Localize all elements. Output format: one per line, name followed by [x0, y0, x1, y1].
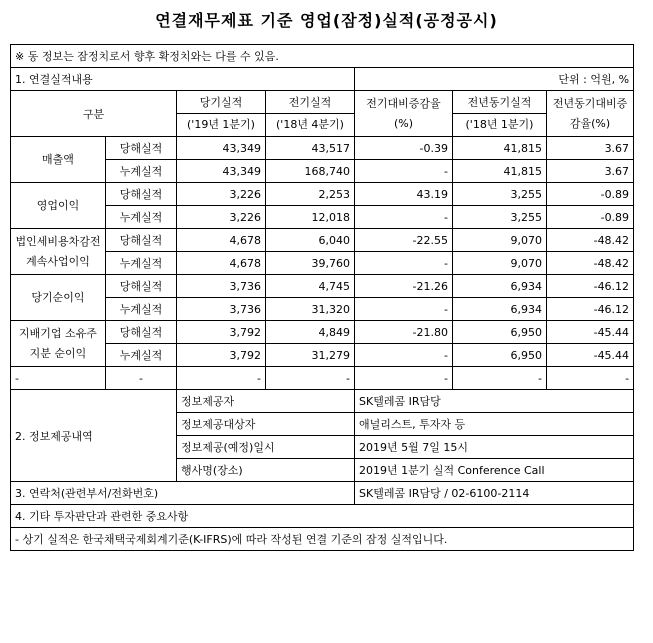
cell-current: 3,792: [177, 344, 266, 367]
cell-prev: 2,253: [266, 183, 355, 206]
unit-label: 단위 : 억원, %: [355, 68, 634, 91]
table-row: [11, 321, 634, 344]
cell-prev: 6,040: [266, 229, 355, 252]
cell-yoy: 9,070: [453, 252, 547, 275]
table-row: [11, 137, 634, 160]
row-sub-label: 누계실적: [106, 206, 177, 229]
row-sub-label: 누계실적: [106, 344, 177, 367]
cell-prev: 168,740: [266, 160, 355, 183]
cell-yoy: 6,950: [453, 321, 547, 344]
header-yoy: 전년동기실적: [453, 91, 547, 114]
table-row: [11, 229, 634, 252]
cell-qoq: -: [355, 206, 453, 229]
info-key: 행사명(장소): [177, 459, 355, 482]
cell-yoy: 3,255: [453, 183, 547, 206]
cell-prev: 43,517: [266, 137, 355, 160]
dash-cell: -: [11, 367, 106, 390]
section1-label: 1. 연결실적내용: [11, 68, 355, 91]
dash-cell: -: [106, 367, 177, 390]
dash-cell: -: [177, 367, 266, 390]
cell-yoy-rate: -46.12: [547, 298, 634, 321]
cell-qoq: -21.26: [355, 275, 453, 298]
cell-yoy: 41,815: [453, 137, 547, 160]
header-category: 구분: [11, 91, 177, 137]
cell-yoy: 6,950: [453, 344, 547, 367]
cell-yoy: 9,070: [453, 229, 547, 252]
dash-cell: -: [355, 367, 453, 390]
row-group-label: 법인세비용차감전계속사업이익: [11, 229, 106, 275]
cell-yoy-rate: 3.67: [547, 137, 634, 160]
cell-yoy-rate: -48.42: [547, 229, 634, 252]
cell-yoy: 6,934: [453, 275, 547, 298]
cell-yoy-rate: -45.44: [547, 321, 634, 344]
cell-current: 3,226: [177, 183, 266, 206]
cell-current: 43,349: [177, 137, 266, 160]
info-key: 정보제공(예정)일시: [177, 436, 355, 459]
cell-qoq: -0.39: [355, 137, 453, 160]
info-key: 정보제공대상자: [177, 413, 355, 436]
row-sub-label: 당해실적: [106, 183, 177, 206]
cell-current: 4,678: [177, 229, 266, 252]
row-group-label: 매출액: [11, 137, 106, 183]
section4-label: 4. 기타 투자판단과 관련한 중요사항: [11, 505, 634, 528]
cell-prev: 4,849: [266, 321, 355, 344]
cell-current: 43,349: [177, 160, 266, 183]
table-row: [11, 183, 634, 206]
cell-qoq: -21.80: [355, 321, 453, 344]
footnote-text: - 상기 실적은 한국채택국제회계기준(K-IFRS)에 따라 작성된 연결 기준의 잠정 실적입니다.: [11, 528, 634, 551]
cell-current: 3,792: [177, 321, 266, 344]
header-prev-period: ('18년 4분기): [266, 114, 355, 137]
row-group-label: 지배기업 소유주지분 순이익: [11, 321, 106, 367]
info-value: 2019년 1분기 실적 Conference Call: [355, 459, 634, 482]
header-yoy-period: ('18년 1분기): [453, 114, 547, 137]
row-sub-label: 당해실적: [106, 275, 177, 298]
row-sub-label: 누계실적: [106, 252, 177, 275]
cell-qoq: -: [355, 160, 453, 183]
row-sub-label: 누계실적: [106, 160, 177, 183]
cell-qoq: -: [355, 344, 453, 367]
header-current: 당기실적: [177, 91, 266, 114]
row-sub-label: 당해실적: [106, 137, 177, 160]
row-sub-label: 당해실적: [106, 229, 177, 252]
cell-yoy-rate: -0.89: [547, 206, 634, 229]
cell-current: 4,678: [177, 252, 266, 275]
cell-yoy-rate: -0.89: [547, 183, 634, 206]
section2-label: 2. 정보제공내역: [11, 390, 177, 482]
cell-current: 3,226: [177, 206, 266, 229]
cell-qoq: -: [355, 298, 453, 321]
cell-yoy: 41,815: [453, 160, 547, 183]
cell-qoq: 43.19: [355, 183, 453, 206]
document-title: 연결재무제표 기준 영업(잠정)실적(공정공시): [155, 11, 498, 30]
cell-qoq: -22.55: [355, 229, 453, 252]
cell-yoy-rate: -45.44: [547, 344, 634, 367]
cell-yoy-rate: -46.12: [547, 275, 634, 298]
info-value: 2019년 5월 7일 15시: [355, 436, 634, 459]
cell-prev: 31,320: [266, 298, 355, 321]
info-value: 애널리스트, 투자자 등: [355, 413, 634, 436]
cell-current: 3,736: [177, 275, 266, 298]
cell-yoy-rate: -48.42: [547, 252, 634, 275]
cell-prev: 31,279: [266, 344, 355, 367]
contact-value: SK텔레콤 IR담당 / 02-6100-2114: [355, 482, 634, 505]
table-row: [11, 275, 634, 298]
row-group-label: 당기순이익: [11, 275, 106, 321]
cell-yoy-rate: 3.67: [547, 160, 634, 183]
header-qoq: 전기대비증감율(%): [355, 91, 453, 137]
notice-text: ※ 동 정보는 잠정치로서 향후 확정치와는 다를 수 있음.: [11, 45, 634, 68]
row-sub-label: 누계실적: [106, 298, 177, 321]
cell-yoy: 6,934: [453, 298, 547, 321]
cell-current: 3,736: [177, 298, 266, 321]
header-yoy-rate: 전년동기대비증감율(%): [547, 91, 634, 137]
info-value: SK텔레콤 IR담당: [355, 390, 634, 413]
info-key: 정보제공자: [177, 390, 355, 413]
dash-cell: -: [547, 367, 634, 390]
cell-qoq: -: [355, 252, 453, 275]
cell-prev: 12,018: [266, 206, 355, 229]
header-current-period: ('19년 1분기): [177, 114, 266, 137]
row-group-label: 영업이익: [11, 183, 106, 229]
row-sub-label: 당해실적: [106, 321, 177, 344]
cell-yoy: 3,255: [453, 206, 547, 229]
dash-cell: -: [266, 367, 355, 390]
empty-row: [11, 367, 634, 390]
disclosure-table: [10, 44, 634, 551]
section3-label: 3. 연락처(관련부서/전화번호): [11, 482, 355, 505]
dash-cell: -: [453, 367, 547, 390]
header-prev: 전기실적: [266, 91, 355, 114]
cell-prev: 39,760: [266, 252, 355, 275]
cell-prev: 4,745: [266, 275, 355, 298]
